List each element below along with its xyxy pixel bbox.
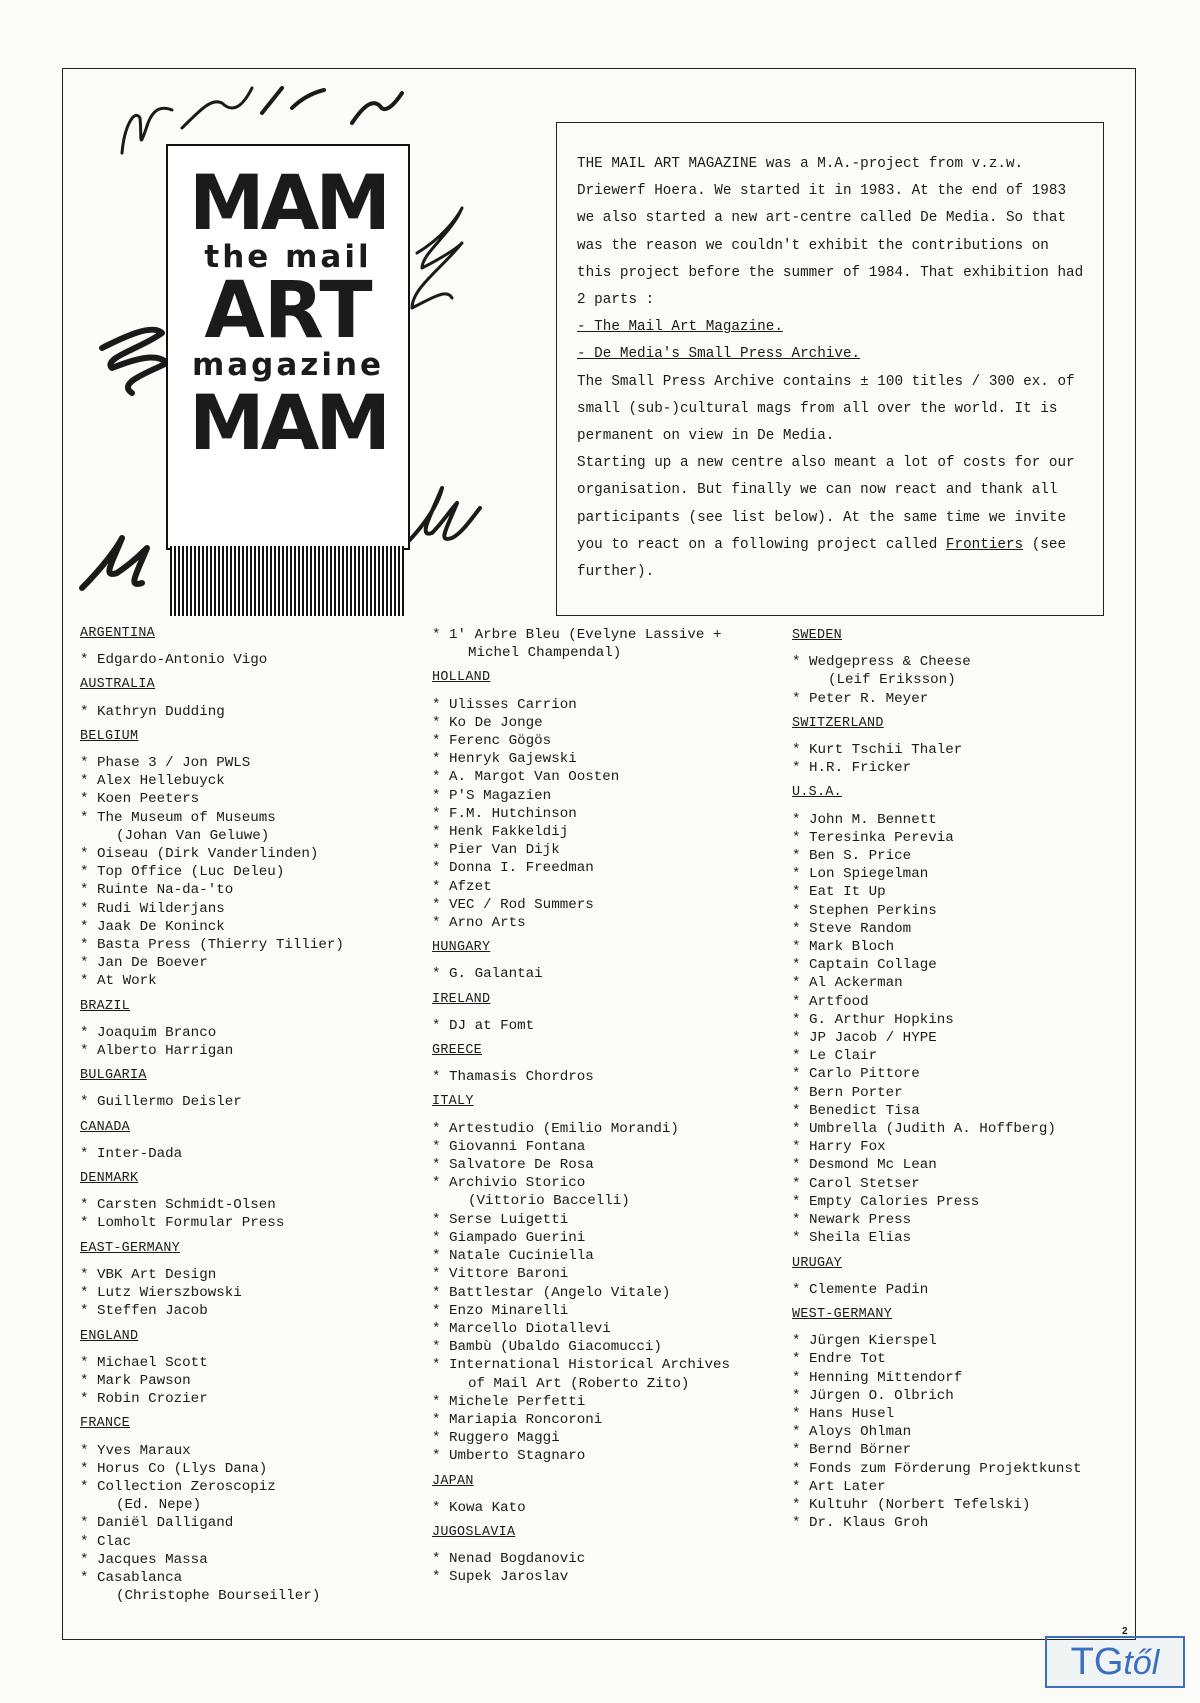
participant-name: Ruinte Na-da-'to <box>97 882 234 899</box>
participant-name-continued: (Johan Van Geluwe) <box>116 827 270 844</box>
participant-entry: * Ben S. Price <box>792 848 912 865</box>
participant-entry: * Salvatore De Rosa <box>432 1157 594 1174</box>
participant-name: Ulisses Carrion <box>449 696 577 713</box>
participant-name: Ben S. Price <box>809 848 912 865</box>
participant-entry: * Supek Jaroslav <box>432 1569 569 1586</box>
participant-entry: * VBK Art Design <box>80 1266 217 1283</box>
participant-entry: * Bambù (Ubaldo Giacomucci) <box>432 1339 662 1356</box>
country-heading: BELGIUM <box>80 728 139 744</box>
participant-name: P'S Magazien <box>449 787 552 804</box>
participant-entry: * Desmond Mc Lean <box>792 1157 937 1174</box>
participant-name: Donna I. Freedman <box>449 860 594 877</box>
country-heading: ENGLAND <box>80 1328 139 1344</box>
participant-name: Eat It Up <box>809 884 886 901</box>
logo-magazine: magazine <box>191 347 385 383</box>
participant-name: Ruggero Maggi <box>449 1430 560 1447</box>
scribble-right-low <box>402 488 480 548</box>
participant-name: Umbrella (Judith A. Hoffberg) <box>809 1121 1056 1138</box>
participant-name: Edgardo-Antonio Vigo <box>97 652 268 669</box>
mam-logo <box>166 144 410 550</box>
participant-name: Supek Jaroslav <box>449 1569 569 1586</box>
participant-entry: * Marcello Diotallevi <box>432 1320 611 1337</box>
participant-name: Carsten Schmidt-Olsen <box>97 1197 276 1214</box>
participant-name: Artfood <box>809 993 869 1010</box>
frontiers-link: Frontiers <box>945 536 1024 553</box>
participant-entry: * Jacques Massa <box>80 1551 208 1568</box>
intro-p3-start: Starting up a new centre also meant a lot of costs for our organisation. But finally we can now react and thank all participants (see list below). At the same time we invite you to react on a following project called <box>577 455 1075 553</box>
participant-entry: * 1' Arbre Bleu (Evelyne Lassive + Michel Champendal) <box>432 626 792 662</box>
participant-entry: * Casablanca (Christophe Bourseiller) <box>80 1569 420 1605</box>
participant-name: Henryk Gajewski <box>449 751 577 768</box>
participant-name: Lomholt Formular Press <box>97 1215 285 1232</box>
participant-entry: * Newark Press <box>792 1212 912 1229</box>
intro-paragraph-1: THE MAIL ART MAGAZINE was a M.A.-project from v.z.w. Driewerf Hoera. We started it in 1983. At the end of 1983 we also started a new art-centre called De Media. So that was the reason we couldn't exhibit the contributions on this project before the summer of 1984. That exhibition had 2 parts : <box>577 156 1084 309</box>
participant-name: Aloys Ohlman <box>809 1424 912 1441</box>
participant-name: Nenad Bogdanovic <box>449 1551 586 1568</box>
participant-entry: * Henk Fakkeldij <box>432 824 569 841</box>
participant-name-continued: (Ed. Nepe) <box>116 1497 202 1514</box>
participant-entry: * Lomholt Formular Press <box>80 1215 285 1232</box>
participants-column-2 <box>432 626 792 1587</box>
participant-name: Art Later <box>809 1478 886 1495</box>
participant-entry: * Battlestar (Angelo Vitale) <box>432 1284 671 1301</box>
participant-entry: * John M. Bennett <box>792 811 937 828</box>
participant-name: Kowa Kato <box>449 1499 526 1516</box>
participant-entry: * Endre Tot <box>792 1351 886 1368</box>
participant-entry: * Empty Calories Press <box>792 1193 980 1210</box>
participant-entry: * Vittore Baroni <box>432 1266 569 1283</box>
participant-entry: * Jaak De Koninck <box>80 918 225 935</box>
participant-name: Inter-Dada <box>97 1145 183 1162</box>
participant-entry: * Serse Luigetti <box>432 1211 569 1228</box>
participant-entry: * Lon Spiegelman <box>792 866 929 883</box>
participant-entry: * Natale Cuciniella <box>432 1248 594 1265</box>
country-heading: U.S.A. <box>792 785 843 801</box>
participant-entry: * Umberto Stagnaro <box>432 1448 586 1465</box>
participant-name: Giampado Guerini <box>449 1229 586 1246</box>
participant-name: Kathryn Dudding <box>97 703 225 720</box>
participant-name: Koen Peeters <box>97 791 200 808</box>
participant-entry: * Alex Hellebuyck <box>80 773 225 790</box>
participant-entry: * Enzo Minarelli <box>432 1302 569 1319</box>
participant-entry: * Alberto Harrigan <box>80 1043 234 1060</box>
participant-entry: * Peter R. Meyer <box>792 690 929 707</box>
participant-name: Clemente Padin <box>809 1281 929 1298</box>
participant-entry: * Kurt Tschii Thaler <box>792 742 963 759</box>
participant-name: Captain Collage <box>809 957 937 974</box>
participant-name: Artestudio (Emilio Morandi) <box>449 1120 679 1137</box>
participants-column-3 <box>792 620 1132 1532</box>
participant-name: Pier Van Dijk <box>449 842 560 859</box>
participant-entry: * Basta Press (Thierry Tillier) <box>80 937 344 954</box>
country-heading: FRANCE <box>80 1416 131 1432</box>
participant-name: Henk Fakkeldij <box>449 824 569 841</box>
participant-name: Harry Fox <box>809 1139 886 1156</box>
participant-name: Jürgen Kierspel <box>809 1333 937 1350</box>
participant-name: Le Clair <box>809 1048 878 1065</box>
participant-name: International Historical Archives <box>449 1357 730 1374</box>
participant-name: Lutz Wierszbowski <box>97 1285 242 1302</box>
participant-entry: * Aloys Ohlman <box>792 1424 912 1441</box>
country-heading: IRELAND <box>432 991 491 1007</box>
participant-entry: * Steve Random <box>792 920 912 937</box>
country-heading: ITALY <box>432 1094 474 1110</box>
participant-entry: * Donna I. Freedman <box>432 860 594 877</box>
participant-name: Top Office (Luc Deleu) <box>97 864 285 881</box>
participant-name: Phase 3 / Jon PWLS <box>97 755 251 772</box>
participant-entry: * Phase 3 / Jon PWLS <box>80 755 251 772</box>
participant-entry: * DJ at Fomt <box>432 1017 535 1034</box>
participant-name: Archivio Storico <box>449 1175 586 1192</box>
country-heading: JUGOSLAVIA <box>432 1524 516 1540</box>
country-heading: URUGAY <box>792 1255 843 1271</box>
participant-entry: * Sheila Elias <box>792 1230 912 1247</box>
participant-entry: * Captain Collage <box>792 957 937 974</box>
country-heading: GREECE <box>432 1043 483 1059</box>
participant-name: Mark Bloch <box>809 939 895 956</box>
country-heading: JAPAN <box>432 1473 474 1489</box>
participant-entry: * A. Margot Van Oosten <box>432 769 620 786</box>
participant-name: The Museum of Museums <box>97 809 276 826</box>
participant-entry: * Harry Fox <box>792 1139 886 1156</box>
participant-name-continued: of Mail Art (Roberto Zito) <box>468 1375 690 1392</box>
participant-entry: * Ruinte Na-da-'to <box>80 882 234 899</box>
page-number: 2 <box>1122 1626 1128 1637</box>
participant-name: Joaquim Branco <box>97 1024 217 1041</box>
stamp-tg: TG <box>1070 1641 1124 1683</box>
participant-name: 1' Arbre Bleu (Evelyne Lassive + <box>449 627 722 643</box>
participant-name: Jürgen O. Olbrich <box>809 1387 954 1404</box>
participant-name: Marcello Diotallevi <box>449 1320 611 1337</box>
participant-entry: * Top Office (Luc Deleu) <box>80 864 285 881</box>
country-heading: CANADA <box>80 1119 131 1135</box>
participant-entry: * Clemente Padin <box>792 1281 929 1298</box>
participant-name: VEC / Rod Summers <box>449 896 594 913</box>
participant-name: Enzo Minarelli <box>449 1302 569 1319</box>
participant-name: Dr. Klaus Groh <box>809 1515 929 1532</box>
participant-name: Endre Tot <box>809 1351 886 1368</box>
participant-entry: * Nenad Bogdanovic <box>432 1551 586 1568</box>
intro-part-2: - De Media's Small Press Archive. <box>577 346 861 363</box>
participant-name: Carol Stetser <box>809 1175 920 1192</box>
participant-name: Kultuhr (Norbert Tefelski) <box>809 1496 1031 1513</box>
intro-paragraph-3 <box>577 450 1087 586</box>
logo-barcode-stripes <box>170 546 404 616</box>
participant-name: DJ at Fomt <box>449 1017 535 1034</box>
participant-name: Natale Cuciniella <box>449 1248 594 1265</box>
participant-name: Giovanni Fontana <box>449 1138 586 1155</box>
participant-entry: * Al Ackerman <box>792 975 903 992</box>
country-heading: HOLLAND <box>432 670 491 686</box>
participant-name: Teresinka Perevia <box>809 829 954 846</box>
scribble-top-3 <box>262 88 324 113</box>
participant-entry: * Giovanni Fontana <box>432 1138 586 1155</box>
participant-entry: * Ferenc Gögös <box>432 733 552 750</box>
participant-name: Steffen Jacob <box>97 1303 208 1320</box>
participant-entry: * F.M. Hutchinson <box>432 805 577 822</box>
participant-name: Yves Maraux <box>97 1442 191 1459</box>
participant-entry: * Michael Scott <box>80 1354 208 1371</box>
participant-entry: * Horus Co (Llys Dana) <box>80 1460 268 1477</box>
participant-name: Ko De Jonge <box>449 714 543 731</box>
tgtol-stamp <box>1045 1636 1185 1688</box>
participant-entry: * Ulisses Carrion <box>432 696 577 713</box>
participant-name: Thamasis Chordros <box>449 1069 594 1086</box>
participant-entry: * Henryk Gajewski <box>432 751 577 768</box>
participant-entry: * Rudi Wilderjans <box>80 900 225 917</box>
participant-entry: * JP Jacob / HYPE <box>792 1030 937 1047</box>
participant-entry: * At Work <box>80 973 157 990</box>
participant-entry: * Pier Van Dijk <box>432 842 560 859</box>
participant-name: Stephen Perkins <box>809 902 937 919</box>
participants-column-1 <box>80 618 420 1605</box>
participant-name: Wedgepress & Cheese <box>809 654 971 671</box>
participant-name: F.M. Hutchinson <box>449 805 577 822</box>
participant-entry: * Arno Arts <box>432 915 526 932</box>
intro-p3-end: (see further). <box>577 536 1067 581</box>
participant-entry: * Bernd Börner <box>792 1442 912 1459</box>
participant-name: Guillermo Deisler <box>97 1094 242 1111</box>
participant-name: Jacques Massa <box>97 1551 208 1568</box>
participant-name: Carlo Pittore <box>809 1066 920 1083</box>
participant-entry: * Ko De Jonge <box>432 714 543 731</box>
participant-name: Oiseau (Dirk Vanderlinden) <box>97 846 319 863</box>
participant-name: Jaak De Koninck <box>97 918 225 935</box>
country-heading: WEST-GERMANY <box>792 1306 893 1322</box>
participant-entry: * Koen Peeters <box>80 791 200 808</box>
country-heading: BULGARIA <box>80 1068 147 1084</box>
participant-entry: * Kultuhr (Norbert Tefelski) <box>792 1496 1031 1513</box>
participant-name: Serse Luigetti <box>449 1211 569 1228</box>
participant-entry: * The Museum of Museums (Johan Van Geluwe) <box>80 809 420 845</box>
participant-entry: * Michele Perfetti <box>432 1393 586 1410</box>
participant-entry: * Carlo Pittore <box>792 1066 920 1083</box>
participant-name: Fonds zum Förderung Projektkunst <box>809 1460 1082 1477</box>
participant-entry: * Afzet <box>432 878 492 895</box>
participant-entry: * Henning Mittendorf <box>792 1369 963 1386</box>
participant-name: Newark Press <box>809 1212 912 1229</box>
participant-name: Daniël Dalligand <box>97 1515 234 1532</box>
participant-entry: * Giampado Guerini <box>432 1229 586 1246</box>
logo-the-mail: the mail <box>204 239 372 275</box>
participant-entry: * VEC / Rod Summers <box>432 896 594 913</box>
participant-entry: * Inter-Dada <box>80 1145 183 1162</box>
participant-entry: * Archivio Storico (Vittorio Baccelli) <box>432 1174 792 1210</box>
participant-name-continued: (Vittorio Baccelli) <box>468 1193 630 1210</box>
scribble-right-1 <box>412 208 462 308</box>
participant-name: Battlestar (Angelo Vitale) <box>449 1284 671 1301</box>
participant-name: Steve Random <box>809 920 912 937</box>
participant-entry: * Jürgen Kierspel <box>792 1333 937 1350</box>
participant-name: Bern Porter <box>809 1084 903 1101</box>
participant-name: JP Jacob / HYPE <box>809 1030 937 1047</box>
participant-name: Rudi Wilderjans <box>97 900 225 917</box>
participant-entry: * Carol Stetser <box>792 1175 920 1192</box>
participant-name: Peter R. Meyer <box>809 690 929 707</box>
participant-name: Casablanca <box>97 1569 183 1586</box>
participant-name: Mark Pawson <box>97 1372 191 1389</box>
participant-entry: * Joaquim Branco <box>80 1024 217 1041</box>
participant-entry: * Robin Crozier <box>80 1391 208 1408</box>
participant-name: Kurt Tschii Thaler <box>809 742 963 759</box>
participant-entry: * Mariapia Roncoroni <box>432 1411 603 1428</box>
logo-mam-top: MAM <box>188 158 388 247</box>
participant-name: Hans Husel <box>809 1405 895 1422</box>
participant-name: Lon Spiegelman <box>809 866 929 883</box>
participant-name: Henning Mittendorf <box>809 1369 963 1386</box>
participant-entry: * Jan De Boever <box>80 955 208 972</box>
intro-part-1: - The Mail Art Magazine. <box>577 319 783 336</box>
participant-name: Benedict Tisa <box>809 1102 920 1119</box>
participant-entry: * Edgardo-Antonio Vigo <box>80 652 268 669</box>
logo-art: ART <box>204 266 372 356</box>
participant-entry: * Hans Husel <box>792 1405 895 1422</box>
participant-entry: * Daniël Dalligand <box>80 1515 234 1532</box>
participant-entry: * Teresinka Perevia <box>792 829 954 846</box>
participant-name-continued: Michel Champendal) <box>468 645 622 662</box>
participant-entry: * International Historical Archives of Mail Art (Roberto Zito) <box>432 1356 792 1392</box>
participant-name: A. Margot Van Oosten <box>449 769 620 786</box>
country-heading: SWITZERLAND <box>792 715 884 731</box>
participant-name: Vittore Baroni <box>449 1266 569 1283</box>
participant-entry: * Wedgepress & Cheese (Leif Eriksson) <box>792 653 1132 689</box>
participant-entry: * P'S Magazien <box>432 787 552 804</box>
participant-entry: * G. Arthur Hopkins <box>792 1011 954 1028</box>
participant-entry: * Carsten Schmidt-Olsen <box>80 1197 276 1214</box>
participant-entry: * Thamasis Chordros <box>432 1069 594 1086</box>
participant-name: Desmond Mc Lean <box>809 1157 937 1174</box>
participant-name: G. Arthur Hopkins <box>809 1011 954 1028</box>
participant-entry: * Bern Porter <box>792 1084 903 1101</box>
scribble-bottom-left <box>82 538 147 588</box>
participant-entry: * Artestudio (Emilio Morandi) <box>432 1120 679 1137</box>
participant-entry: * Collection Zeroscopiz (Ed. Nepe) <box>80 1478 420 1514</box>
participant-name: Robin Crozier <box>97 1391 208 1408</box>
participant-entry: * Jürgen O. Olbrich <box>792 1387 954 1404</box>
participant-entry: * Benedict Tisa <box>792 1102 920 1119</box>
participant-name: Alex Hellebuyck <box>97 773 225 790</box>
participant-name: Sheila Elias <box>809 1230 912 1247</box>
participant-entry: * Steffen Jacob <box>80 1303 208 1320</box>
participant-name: Mariapia Roncoroni <box>449 1411 603 1428</box>
participant-name: Michael Scott <box>97 1354 208 1371</box>
participant-name: Salvatore De Rosa <box>449 1157 594 1174</box>
participant-entry: * H.R. Fricker <box>792 760 912 777</box>
participant-name: G. Galantai <box>449 966 543 983</box>
participant-entry: * G. Galantai <box>432 966 543 983</box>
participant-name: Jan De Boever <box>97 955 208 972</box>
participant-name: Alberto Harrigan <box>97 1043 234 1060</box>
participant-entry: * Kathryn Dudding <box>80 703 225 720</box>
intro-box <box>556 122 1104 616</box>
participant-name: Afzet <box>449 878 492 895</box>
participant-name: Empty Calories Press <box>809 1193 980 1210</box>
participant-name: Horus Co (Llys Dana) <box>97 1460 268 1477</box>
participant-name: At Work <box>97 973 157 990</box>
participant-entry: * Mark Bloch <box>792 939 895 956</box>
participant-name: Clac <box>97 1533 132 1550</box>
participant-name: Bambù (Ubaldo Giacomucci) <box>449 1339 662 1356</box>
logo-mam-bottom: MAM <box>188 378 388 467</box>
participant-entry: * Stephen Perkins <box>792 902 937 919</box>
participant-name: Umberto Stagnaro <box>449 1448 586 1465</box>
participant-name: Collection Zeroscopiz <box>97 1478 276 1495</box>
participant-entry: * Art Later <box>792 1478 886 1495</box>
participant-entry: * Umbrella (Judith A. Hoffberg) <box>792 1121 1056 1138</box>
participant-name: Bernd Börner <box>809 1442 912 1459</box>
participant-entry: * Lutz Wierszbowski <box>80 1285 242 1302</box>
participant-entry: * Guillermo Deisler <box>80 1094 242 1111</box>
intro-paragraph-2: The Small Press Archive contains ± 100 titles / 300 ex. of small (sub-)cultural mags from all over the world. It is permanent on view in De Media. <box>577 373 1075 445</box>
country-heading: HUNGARY <box>432 940 491 956</box>
participant-entry: * Dr. Klaus Groh <box>792 1515 929 1532</box>
participant-name: H.R. Fricker <box>809 760 912 777</box>
participant-name: Arno Arts <box>449 915 526 932</box>
scribble-top-4 <box>352 93 402 123</box>
participant-entry: * Le Clair <box>792 1048 878 1065</box>
scribble-top-2 <box>182 88 252 128</box>
participant-name: Al Ackerman <box>809 975 903 992</box>
participant-name: Ferenc Gögös <box>449 733 552 750</box>
participant-entry: * Oiseau (Dirk Vanderlinden) <box>80 846 319 863</box>
participant-entry: * Mark Pawson <box>80 1372 191 1389</box>
participant-name-continued: (Christophe Bourseiller) <box>116 1588 321 1605</box>
participant-name: Basta Press (Thierry Tillier) <box>97 937 344 954</box>
country-heading: SWEDEN <box>792 628 843 643</box>
country-heading: ARGENTINA <box>80 626 156 641</box>
country-heading: EAST-GERMANY <box>80 1240 181 1256</box>
participant-name: VBK Art Design <box>97 1266 217 1283</box>
scribble-top-1 <box>122 108 172 153</box>
scribble-left-mid <box>102 330 167 393</box>
participant-entry: * Kowa Kato <box>432 1499 526 1516</box>
stamp-tol: től <box>1123 1644 1160 1682</box>
participant-name: John M. Bennett <box>809 811 937 828</box>
participant-name-continued: (Leif Eriksson) <box>828 672 956 689</box>
participant-name: Michele Perfetti <box>449 1393 586 1410</box>
participant-entry: * Yves Maraux <box>80 1442 191 1459</box>
participant-entry: * Fonds zum Förderung Projektkunst <box>792 1460 1082 1477</box>
country-heading: BRAZIL <box>80 998 131 1014</box>
participant-entry: * Clac <box>80 1533 132 1550</box>
participant-entry: * Eat It Up <box>792 884 886 901</box>
participant-entry: * Artfood <box>792 993 869 1010</box>
country-heading: AUSTRALIA <box>80 677 156 693</box>
participant-entry: * Ruggero Maggi <box>432 1430 560 1447</box>
country-heading: DENMARK <box>80 1171 139 1187</box>
